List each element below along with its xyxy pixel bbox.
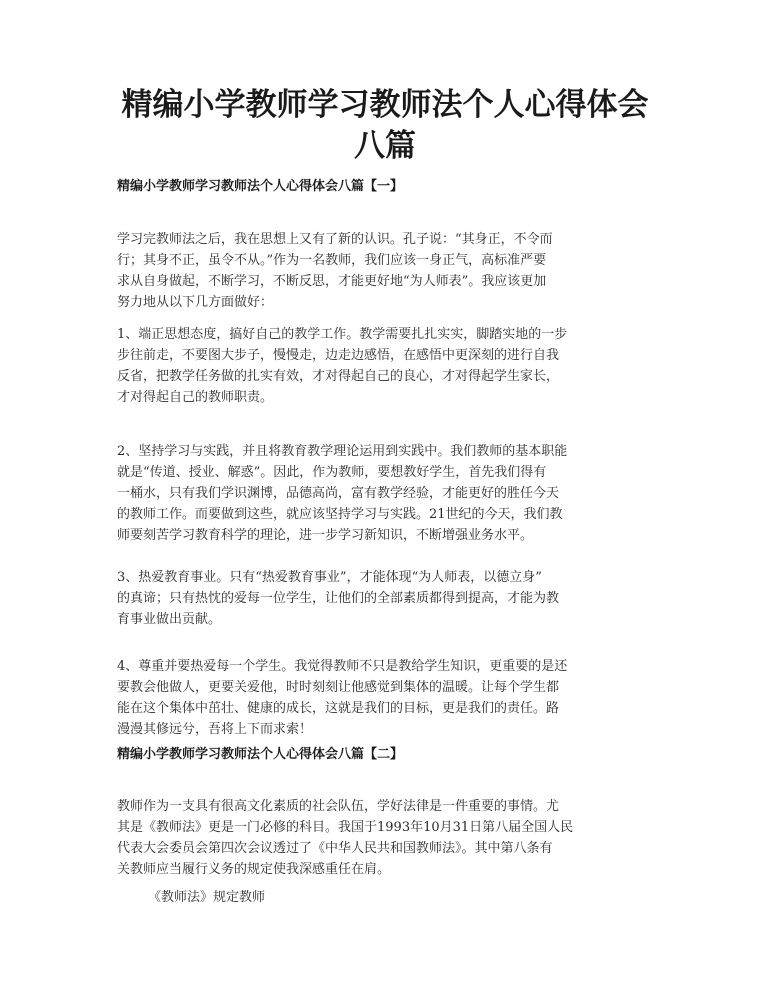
- text-line: 努力地从以下几方面做好：: [117, 295, 274, 310]
- text-line: 其是《教师法》更是一门必修的科目。我国于1993年10月31日第八届全国人民: [117, 820, 574, 835]
- text-line: 师要刻苦学习教育科学的理论，进一步学习新知识，不断增强业务水平。: [117, 528, 534, 543]
- text-line: 步往前走，不要图大步子，慢慢走，边走边感悟，在感悟中更深刻的进行自我: [117, 348, 560, 363]
- text-line: 代表大会委员会第四次会议透过了《中华人民共和国教师法》。其中第八条有: [117, 841, 553, 856]
- text-line: 漫漫其修远兮，吾将上下而求索！: [117, 722, 313, 737]
- text-line: 教师作为一支具有很高文化素质的社会队伍，学好法律是一件重要的事情。尤: [117, 799, 560, 814]
- section-2-indented-line: 《教师法》规定教师: [148, 890, 266, 905]
- point-4-paragraph: [117, 656, 662, 740]
- point-1-paragraph: [117, 324, 662, 408]
- document-title-line-1: 精编小学教师学习教师法个人心得体会: [121, 87, 649, 123]
- text-line: 求从自身做起，不断学习，不断反思，才能更好地“为人师表”。我应该更加: [117, 274, 547, 289]
- text-line: 4、尊重并要热爱每一个学生。我觉得教师不只是教给学生知识，更重要的是还: [117, 659, 568, 674]
- intro-paragraph: [117, 229, 662, 313]
- text-line: 学习完教师法之后，我在思想上又有了新的认识。孔子说：“其身正，不令而: [117, 232, 553, 247]
- text-line: 2、坚持学习与实践，并且将教育教学理论运用到实践中。我们教师的基本职能: [117, 444, 568, 459]
- text-line: 能在这个集体中茁壮、健康的成长，这就是我们的目标，更是我们的责任。路: [117, 701, 560, 716]
- section-2-intro-paragraph: [117, 796, 662, 880]
- text-line: 行；其身不正，虽令不从。”作为一名教师，我们应该一身正气，高标准严要: [117, 253, 547, 268]
- section-2-heading: 精编小学教师学习教师法个人心得体会八篇【二】: [117, 747, 404, 762]
- text-line: 一桶水，只有我们学识渊博，品德高尚，富有教学经验，才能更好的胜任今天: [117, 486, 560, 501]
- text-line: 3、热爱教育事业。只有“热爱教育事业”，才能体现“为人师表，以德立身”: [117, 570, 542, 585]
- point-3-paragraph: [117, 567, 662, 630]
- point-2-paragraph: [117, 441, 662, 546]
- text-line: 育事业做出贡献。: [117, 612, 222, 627]
- text-line: 才对得起自己的教师职责。: [117, 390, 274, 405]
- text-line: 要教会他做人，更要关爱他，时时刻刻让他感觉到集体的温暖。让每个学生都: [117, 680, 560, 695]
- text-line: 的真谛；只有热忱的爱每一位学生，让他们的全部素质都得到提高，才能为教: [117, 591, 560, 606]
- text-line: 1、端正思想态度，搞好自己的教学工作。教学需要扎扎实实，脚踏实地的一步: [117, 327, 568, 342]
- text-line: 关教师应当履行义务的规定使我深感重任在肩。: [117, 862, 391, 877]
- section-1-heading: 精编小学教师学习教师法个人心得体会八篇【一】: [117, 179, 404, 194]
- text-line: 的教师工作。而要做到这些，就应该坚持学习与实践。21世纪的今天，我们教: [117, 507, 563, 522]
- text-line: 反省，把教学任务做的扎实有效，才对得起自己的良心，才对得起学生家长，: [117, 369, 560, 384]
- text-line: 就是“传道、授业、解惑”。因此，作为教师，要想教好学生，首先我们得有: [117, 465, 547, 480]
- document-title-line-2: 八篇: [354, 128, 416, 164]
